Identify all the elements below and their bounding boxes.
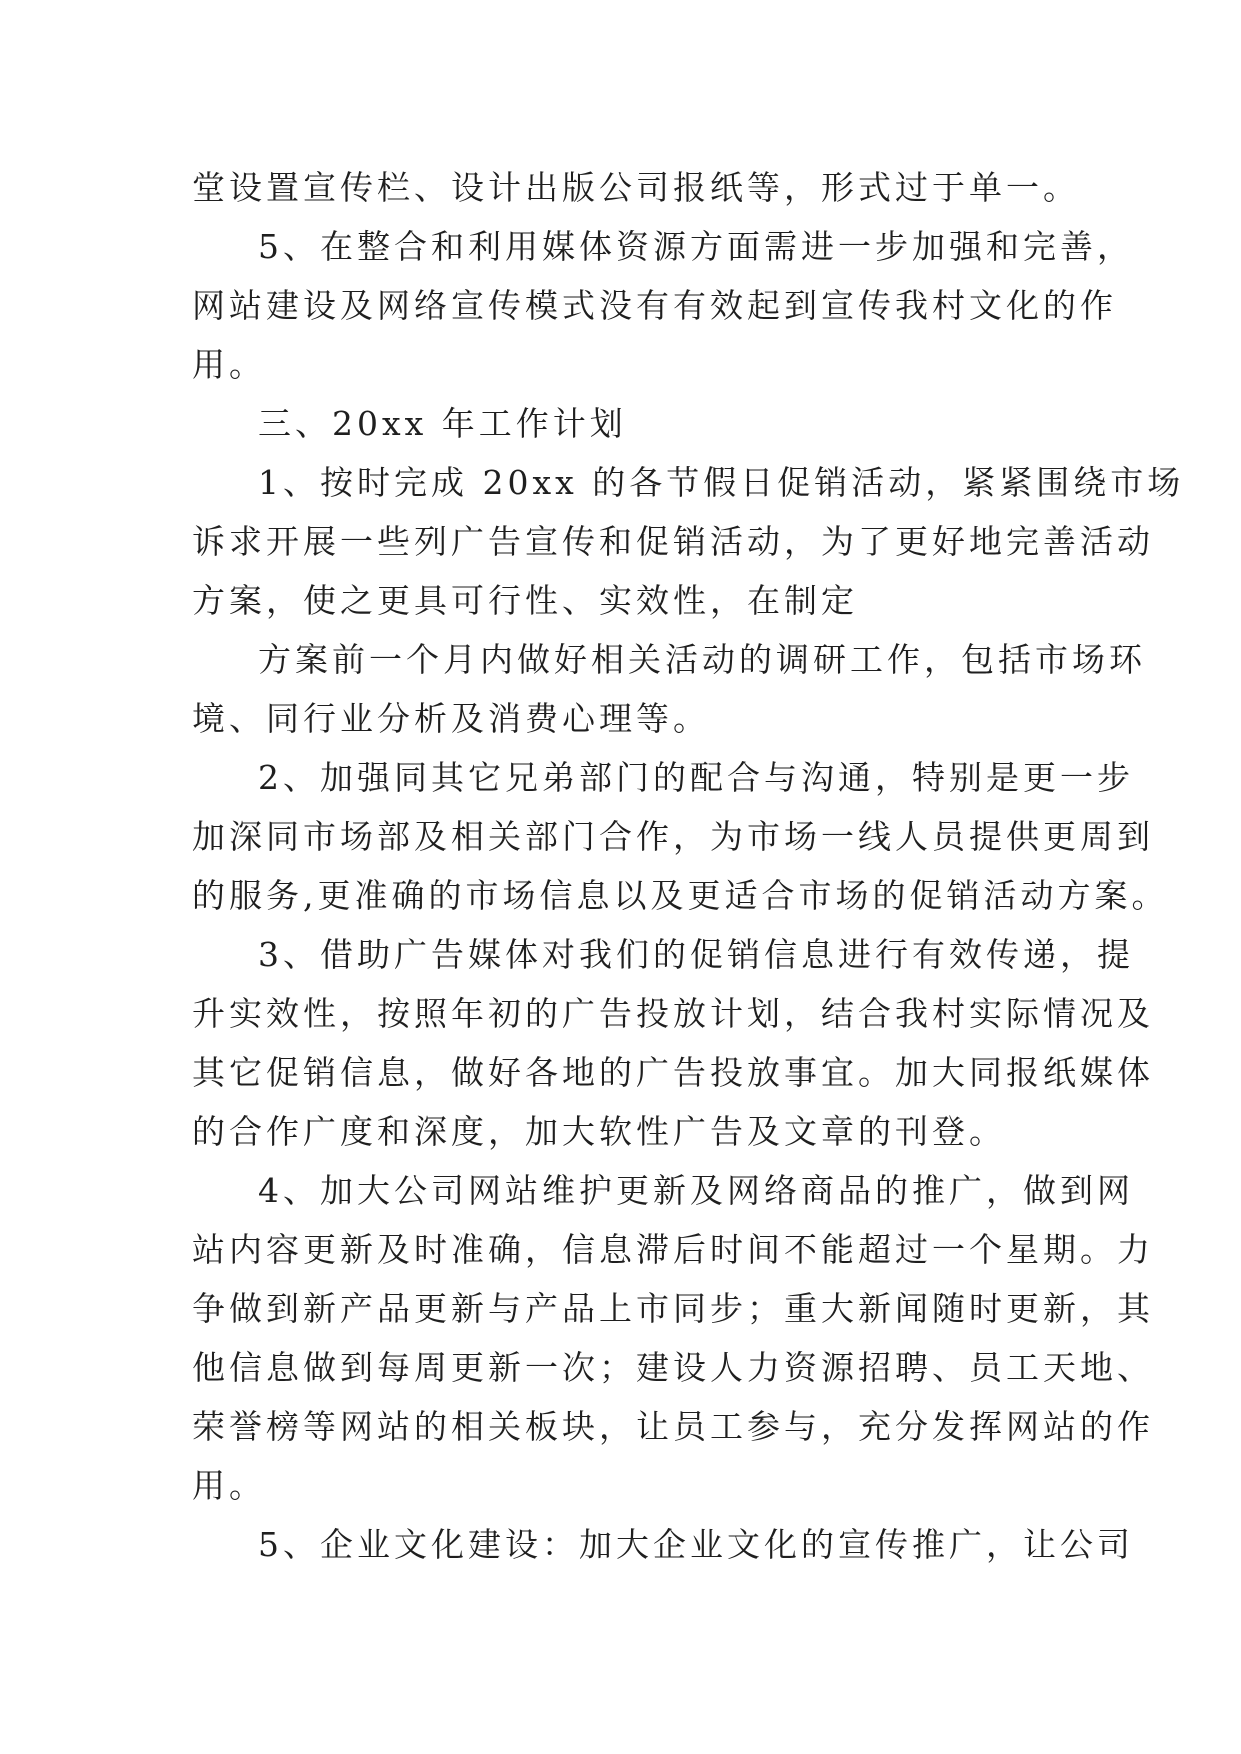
text-line-15: 升实效性，按照年初的广告投放计划，结合我村实际情况及 (192, 994, 1154, 1033)
text-line-4: 用。 (192, 345, 266, 384)
text-line-21: 他信息做到每周更新一次；建设人力资源招聘、员工天地、 (192, 1348, 1154, 1387)
text-line-8: 方案，使之更具可行性、实效性，在制定 (192, 581, 858, 620)
text-line-22: 荣誉榜等网站的相关板块，让员工参与，充分发挥网站的作 (192, 1407, 1154, 1446)
text-line-6: 1、按时完成 20xx 的各节假日促销活动，紧紧围绕市场 (258, 463, 1185, 502)
text-line-12: 加深同市场部及相关部门合作，为市场一线人员提供更周到 (192, 817, 1154, 856)
section-heading: 三、20xx 年工作计划 (258, 404, 627, 443)
text-line-3: 网站建设及网络宣传模式没有有效起到宣传我村文化的作 (192, 286, 1117, 325)
text-line-23: 用。 (192, 1466, 266, 1505)
text-line-1: 堂设置宣传栏、设计出版公司报纸等，形式过于单一。 (192, 168, 1080, 207)
text-line-20: 争做到新产品更新与产品上市同步；重大新闻随时更新，其 (192, 1289, 1154, 1328)
text-line-7: 诉求开展一些列广告宣传和促销活动，为了更好地完善活动 (192, 522, 1154, 561)
text-line-24: 5、企业文化建设：加大企业文化的宣传推广，让公司 (258, 1525, 1134, 1564)
text-line-18: 4、加大公司网站维护更新及网络商品的推广，做到网 (258, 1171, 1134, 1210)
text-line-2: 5、在整合和利用媒体资源方面需进一步加强和完善， (258, 227, 1134, 266)
text-line-14: 3、借助广告媒体对我们的促销信息进行有效传递，提 (258, 935, 1134, 974)
text-line-17: 的合作广度和深度，加大软性广告及文章的刊登。 (192, 1112, 1006, 1151)
body-text (192, 158, 1185, 1574)
text-line-10: 境、同行业分析及消费心理等。 (192, 699, 710, 738)
text-line-16: 其它促销信息，做好各地的广告投放事宜。加大同报纸媒体 (192, 1053, 1154, 1092)
text-line-11: 2、加强同其它兄弟部门的配合与沟通，特别是更一步 (258, 758, 1134, 797)
text-line-13: 的服务,更准确的市场信息以及更适合市场的促销活动方案。 (192, 876, 1169, 915)
text-line-9: 方案前一个月内做好相关活动的调研工作，包括市场环 (258, 640, 1146, 679)
text-line-19: 站内容更新及时准确，信息滞后时间不能超过一个星期。力 (192, 1230, 1154, 1269)
